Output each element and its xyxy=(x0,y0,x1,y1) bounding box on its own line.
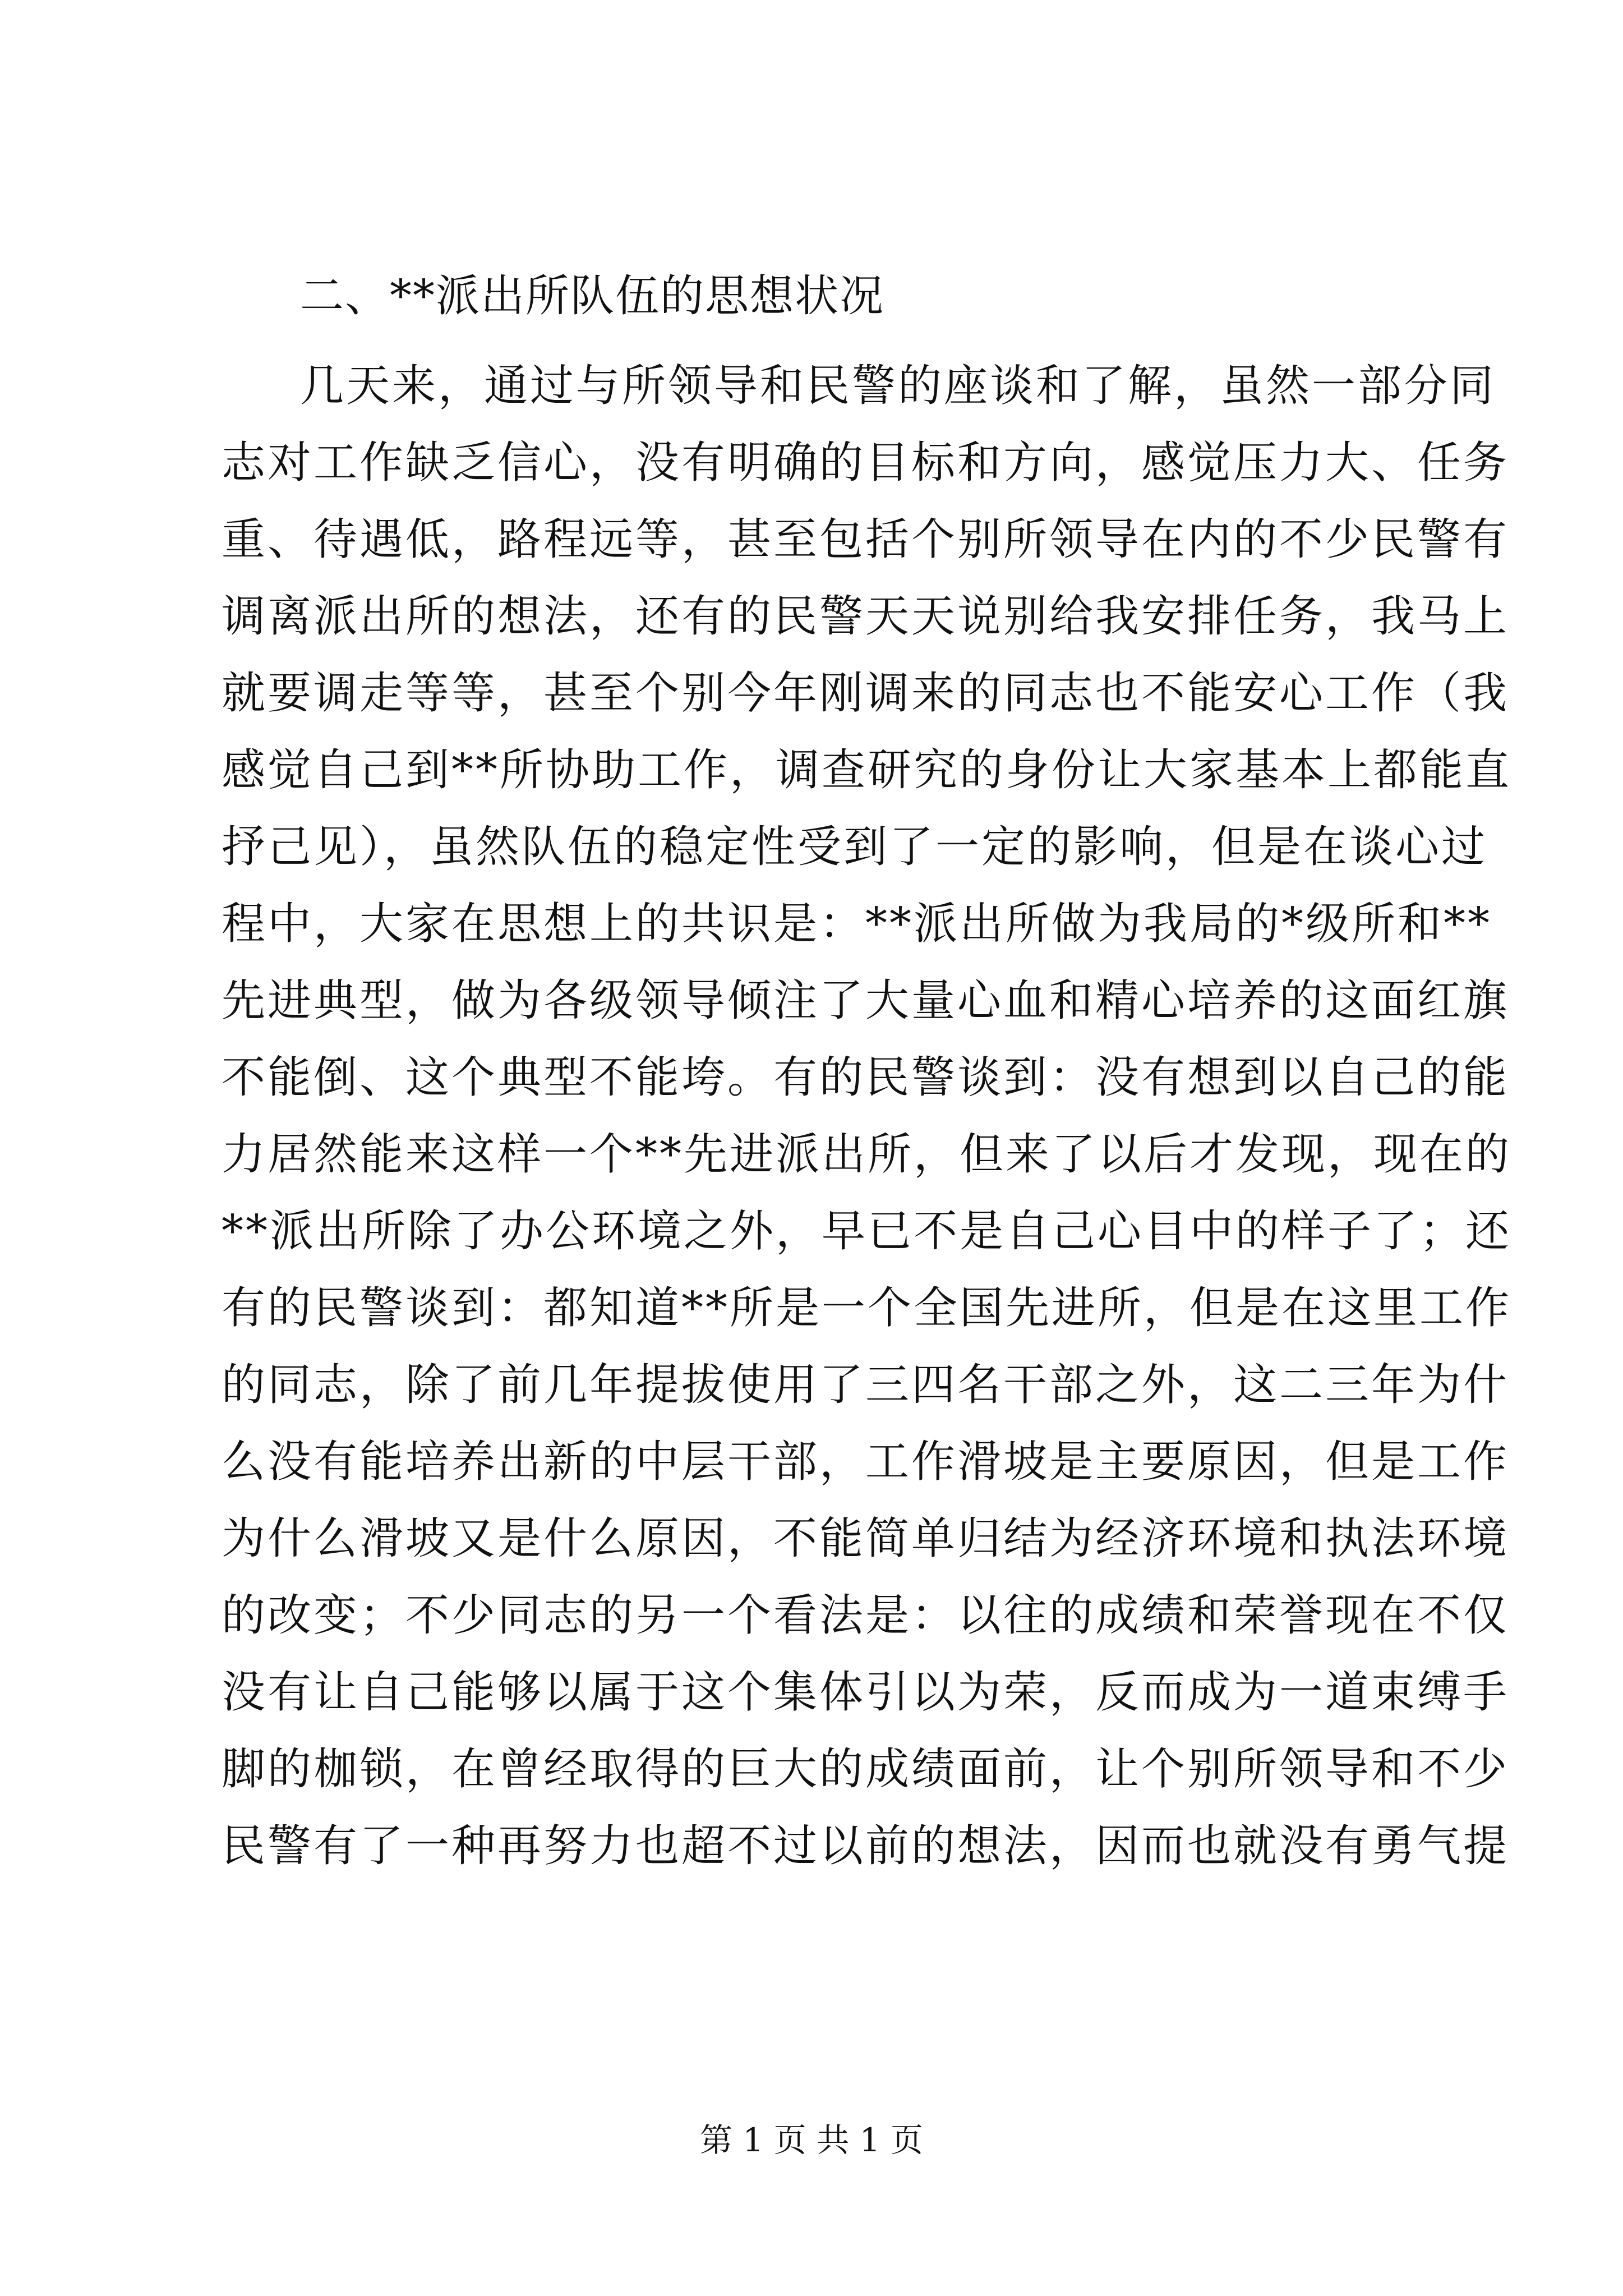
paragraph-line: 么没有能培养出新的中层干部，工作滑坡是主要原因，但是工作 xyxy=(222,1437,1510,1487)
paragraph-line: 抒己见），虽然队伍的稳定性受到了一定的影响，但是在谈心过 xyxy=(222,822,1488,872)
paragraph-line: 的改变；不少同志的另一个看法是：以往的成绩和荣誉现在不仅 xyxy=(222,1590,1510,1641)
paragraph-line: 几天来，通过与所领导和民警的座谈和了解，虽然一部分同 xyxy=(300,361,1496,411)
paragraph-line: 调离派出所的想法，还有的民警天天说别给我安排任务，我马上 xyxy=(222,591,1510,642)
paragraph-line: 脚的枷锁，在曾经取得的巨大的成绩面前，让个别所领导和不少 xyxy=(222,1744,1510,1795)
paragraph-line: 力居然能来这样一个**先进派出所，但来了以后才发现，现在的 xyxy=(222,1129,1512,1180)
paragraph-line: 的同志，除了前几年提拔使用了三四名干部之外，这二三年为什 xyxy=(222,1360,1510,1410)
paragraph-line: 没有让自己能够以属于这个集体引以为荣，反而成为一道束缚手 xyxy=(222,1667,1510,1718)
paragraph-line: 程中，大家在思想上的共识是：**派出所做为我局的*级所和** xyxy=(222,899,1492,949)
paragraph-line: 有的民警谈到：都知道**所是一个全国先进所，但是在这里工作 xyxy=(222,1283,1512,1333)
paragraph-line: 先进典型，做为各级领导倾注了大量心血和精心培养的这面红旗 xyxy=(222,976,1510,1026)
paragraph-line: 重、待遇低，路程远等，甚至包括个别所领导在内的不少民警有 xyxy=(222,514,1510,565)
section-heading: 二、**派出所队伍的思想状况 xyxy=(300,271,885,321)
paragraph-line: 为什么滑坡又是什么原因，不能简单归结为经济环境和执法环境 xyxy=(222,1513,1510,1564)
paragraph-line: **派出所除了办公环境之外，早已不是自己心目中的样子了；还 xyxy=(222,1206,1512,1257)
paragraph-line: 志对工作缺乏信心，没有明确的目标和方向，感觉压力大、任务 xyxy=(222,438,1510,488)
paragraph-line: 民警有了一种再努力也超不过以前的想法，因而也就没有勇气提 xyxy=(222,1821,1510,1871)
paragraph-line: 就要调走等等，甚至个别今年刚调来的同志也不能安心工作（我 xyxy=(222,668,1510,719)
page-footer: 第 1 页 共 1 页 xyxy=(700,2121,923,2159)
paragraph-line: 感觉自己到**所协助工作，调查研究的身份让大家基本上都能直 xyxy=(222,745,1512,795)
body-paragraph xyxy=(222,348,1512,1885)
paragraph-line: 不能倒、这个典型不能垮。有的民警谈到：没有想到以自己的能 xyxy=(222,1052,1510,1103)
